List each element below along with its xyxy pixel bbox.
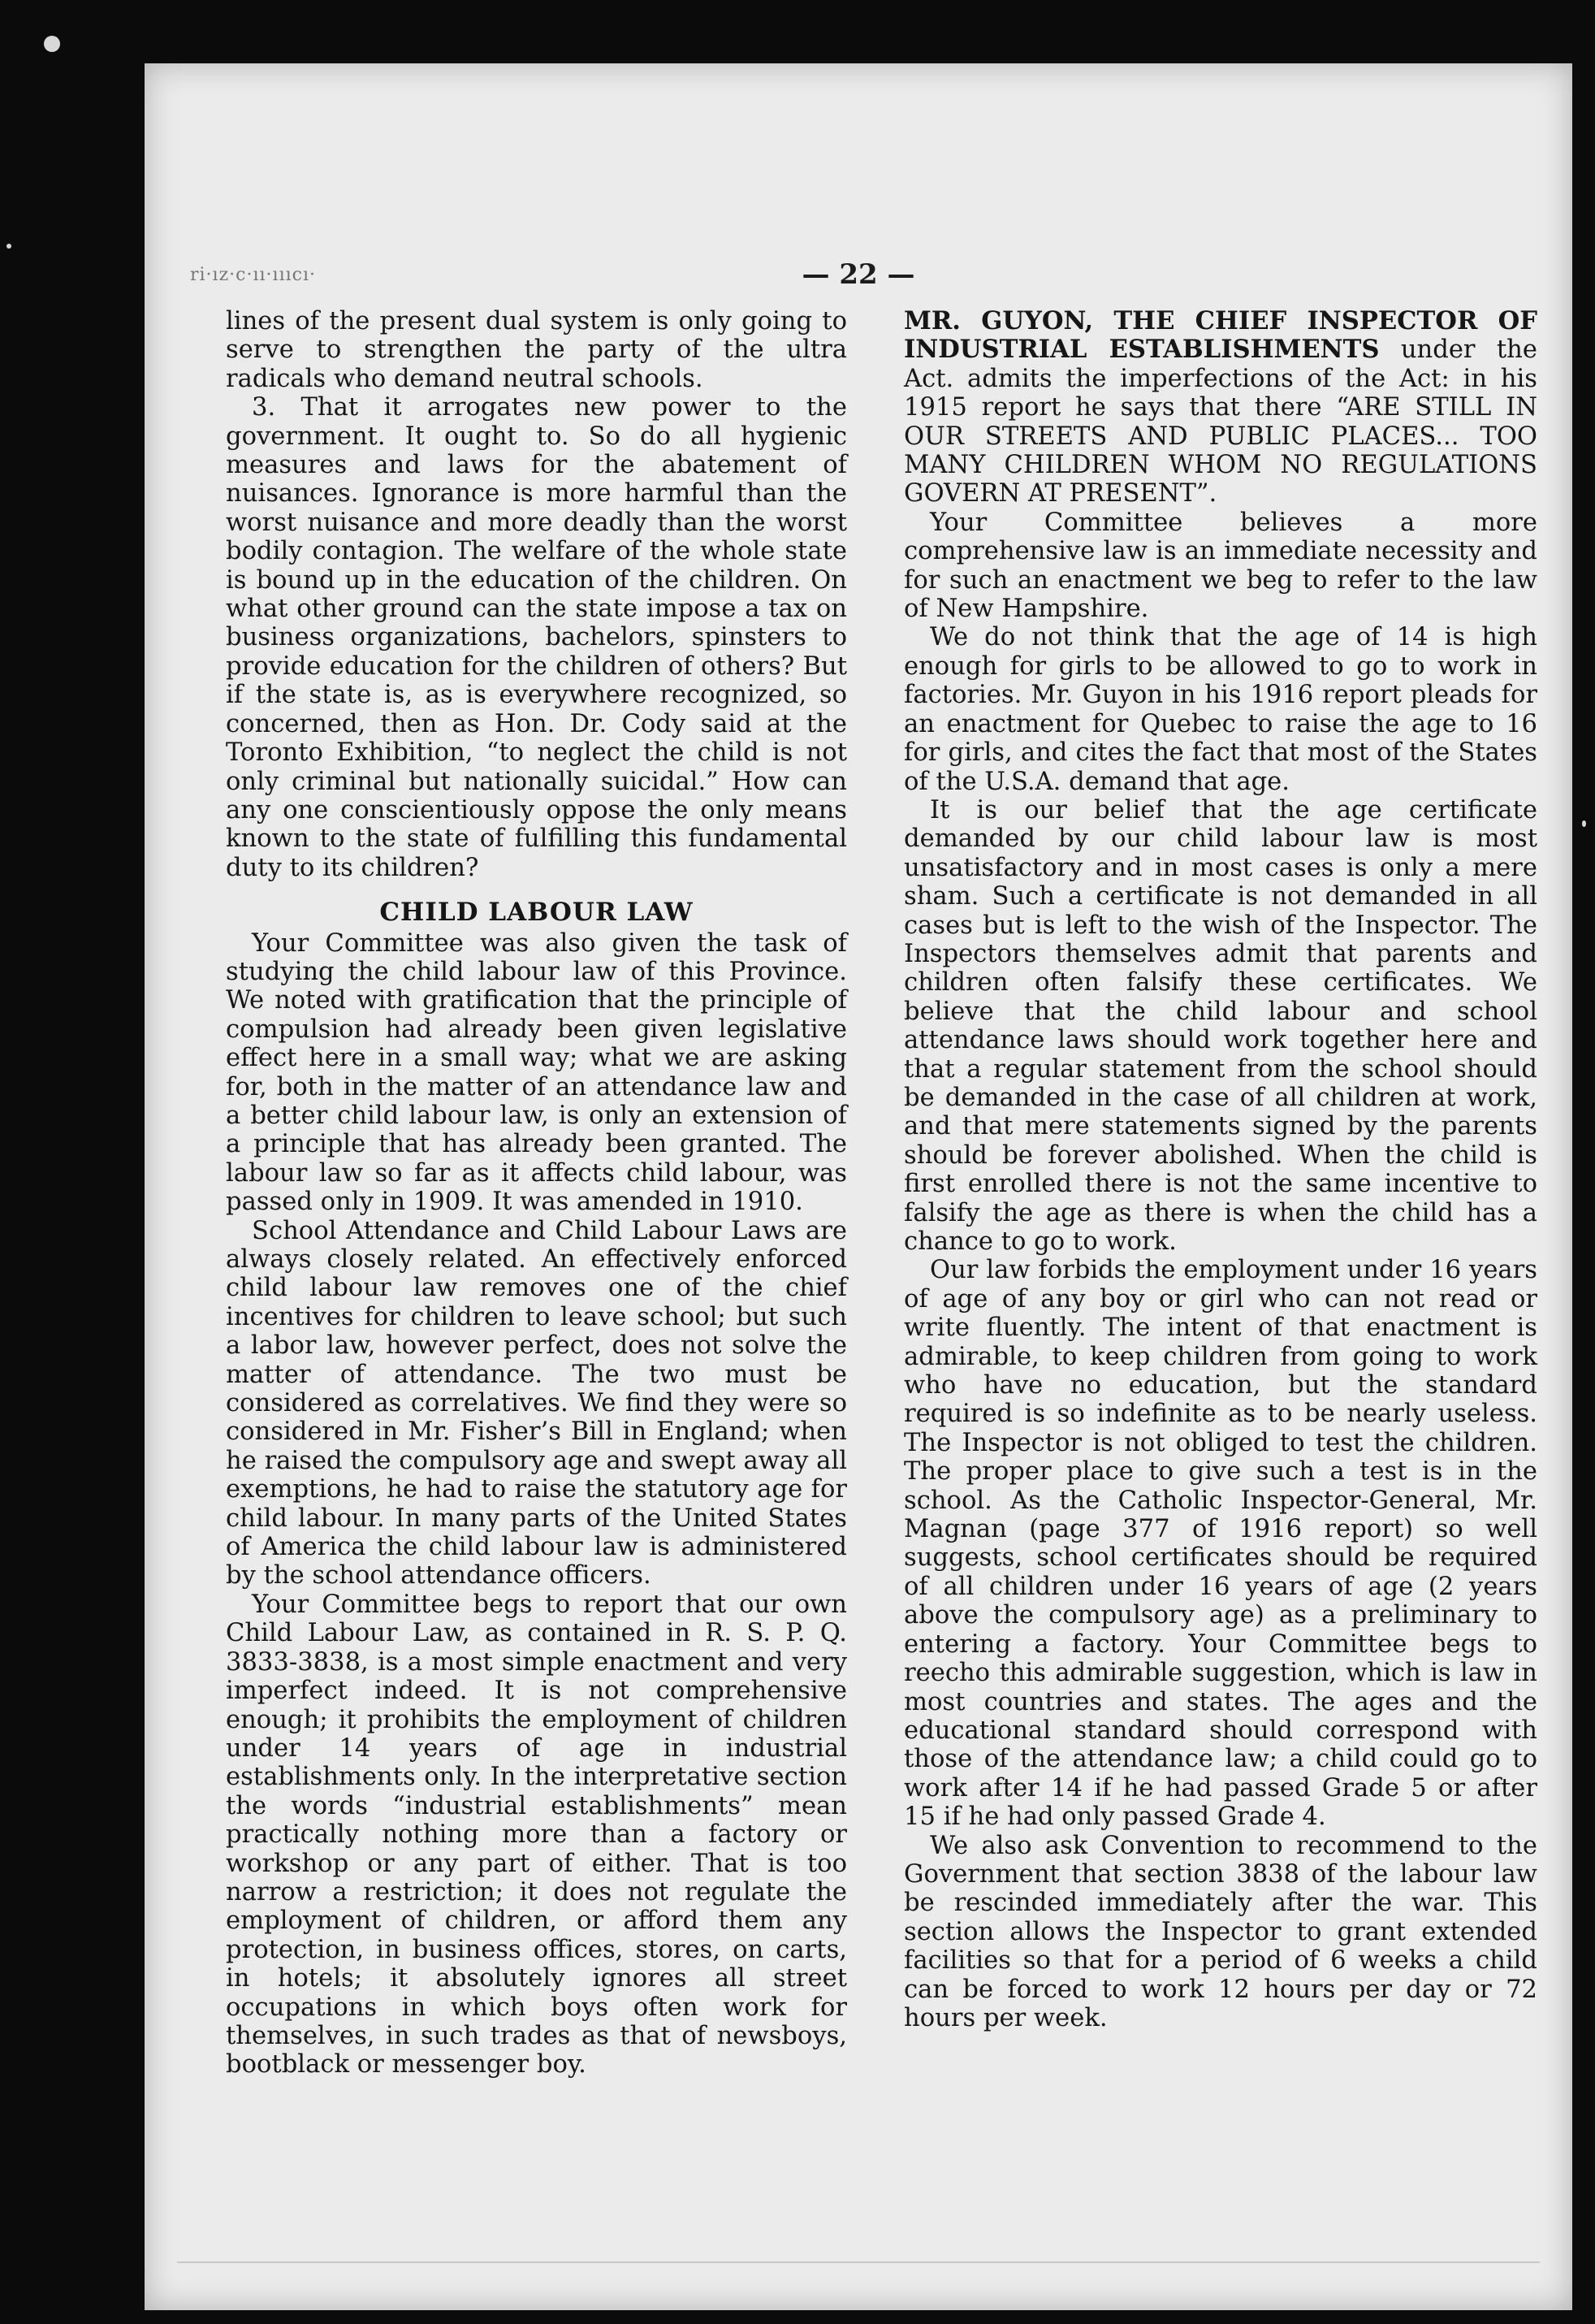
caps-lead: MR. GUYON, THE CHIEF INSPECTOR OF INDUSTRIAL ESTABLISHMENTS: [904, 306, 1537, 365]
paragraph: Your Committee believes a more comprehensive law is an immediate necessity and for such an enactment we beg to refer to the law of New Hampshire.: [904, 508, 1537, 624]
paragraph: We also ask Convention to recommend to the Government that section 3838 of the labour law be rescinded immediately after the war. This section allows the Inspector to grant extended facilities so that for a period of 6 weeks a child can be forced to work 12 hours per day or 72 hours per week.: [904, 1831, 1537, 2032]
faded-running-header: ri·ız·c·ıı·ıııcı·: [190, 265, 317, 285]
paragraph: Your Committee begs to report that our own Child Labour Law, as contained in R. S. P. Q. 3833-3838, is a most simple enactment and very imperfect indeed. It is not comprehensive enough; it prohibits the employment of children under 14 years of age in industrial establishments only. In the interpretative section the words “industrial establishments” mean practically nothing more than a factory or workshop or any part of either. That is too narrow a restriction; it does not regulate the employment of children, or afford them any protection, in business offices, stores, on carts, in hotels; it absolutely ignores all street occupations in which boys often work for themselves, in such trades as that of newsboys, bootblack or messenger boy.: [226, 1590, 847, 2079]
scanned-page: [145, 63, 1572, 2310]
caps-lead-rest: under the Act. admits the imperfections of the Act: in his 1915 report he says that there “ARE STILL IN OUR STREETS AND PUBLIC PLACES... TOO MANY CHILDREN WHOM NO REGULATIONS GOVERN AT PRESENT”.: [904, 335, 1537, 509]
paragraph: lines of the present dual system is only going to serve to strengthen the party of the ultra radicals who demand neutral schools.: [226, 307, 847, 393]
section-heading: CHILD LABOUR LAW: [379, 898, 694, 928]
left-column: [226, 307, 847, 2079]
paragraph: Your Committee was also given the task of studying the child labour law of this Province. We noted with gratification that the principle of compulsion had already been given legislative effect here in a small way; what we are asking for, both in the matter of an attendance law and a better child labour law, is only an extension of a principle that has already been granted. The labour law so far as it affects child labour, was passed only in 1909. It was amended in 1910.: [226, 928, 847, 1217]
page-number: — 22 —: [802, 258, 915, 291]
page-bottom-edge: [177, 2261, 1540, 2263]
paragraph: [904, 307, 1537, 509]
right-column: [904, 307, 1537, 2032]
paragraph: 3. That it arrogates new power to the government. It ought to. So do all hygienic measures and laws for the abatement of nuisances. Ignorance is more harmful than the worst nuisance and more deadly than the worst bodily contagion. The welfare of the whole state is bound up in the education of the children. On what other ground can the state impose a tax on business organizations, bachelors, spinsters to provide education for the children of others? But if the state is, as is everywhere recognized, so concerned, then as Hon. Dr. Cody said at the Toronto Exhibition, “to neglect the child is not only criminal but nationally suicidal.” How can any one conscientiously oppose the only means known to the state of fulfilling this fundamental duty to its children?: [226, 393, 847, 882]
scan-speck: [6, 244, 11, 249]
paragraph: It is our belief that the age certificate demanded by our child labour law is most unsatisfactory and in most cases is only a mere sham. Such a certificate is not demanded in all cases but is left to the wish of the Inspector. The Inspectors themselves admit that parents and children often falsify these certificates. We believe that the child labour and school attendance laws should work together here and that a regular statement from the school should be demanded in the case of all children at work, and that mere statements signed by the parents should be forever abolished. When the child is first enrolled there is not the same incentive to falsify the age as there is when the child has a chance to go to work.: [904, 795, 1537, 1256]
paragraph: We do not think that the age of 14 is high enough for girls to be allowed to go to work in factories. Mr. Guyon in his 1916 report pleads for an enactment for Quebec to raise the age to 16 for girls, and cites the fact that most of the States of the U.S.A. demand that age.: [904, 623, 1537, 796]
scan-speck: [1582, 820, 1586, 827]
paragraph: School Attendance and Child Labour Laws are always closely related. An effectively enforced child labour law removes one of the chief incentives for children to leave school; but such a labor law, however perfect, does not solve the matter of attendance. The two must be considered as correlatives. We find they were so considered in Mr. Fisher’s Bill in England; when he raised the compulsory age and swept away all exemptions, he had to raise the statutory age for child labour. In many parts of the United States of America the child labour law is administered by the school attendance officers.: [226, 1216, 847, 1590]
paragraph: Our law forbids the employment under 16 years of age of any boy or girl who can not read or write fluently. The intent of that enactment is admirable, to keep children from going to work who have no education, but the standard required is so indefinite as to be nearly useless. The Inspector is not obliged to test the children. The proper place to give such a test is in the school. As the Catholic Inspector-General, Mr. Magnan (page 377 of 1916 report) so well suggests, school certificates should be required of all children under 16 years of age (2 years above the compulsory age) as a preliminary to entering a factory. Your Committee begs to reecho this admirable suggestion, which is law in most countries and states. The ages and the educational standard should correspond with those of the attendance law; a child could go to work after 14 if he had passed Grade 5 or after 15 if he had only passed Grade 4.: [904, 1256, 1537, 1832]
scan-speck: [44, 36, 60, 52]
